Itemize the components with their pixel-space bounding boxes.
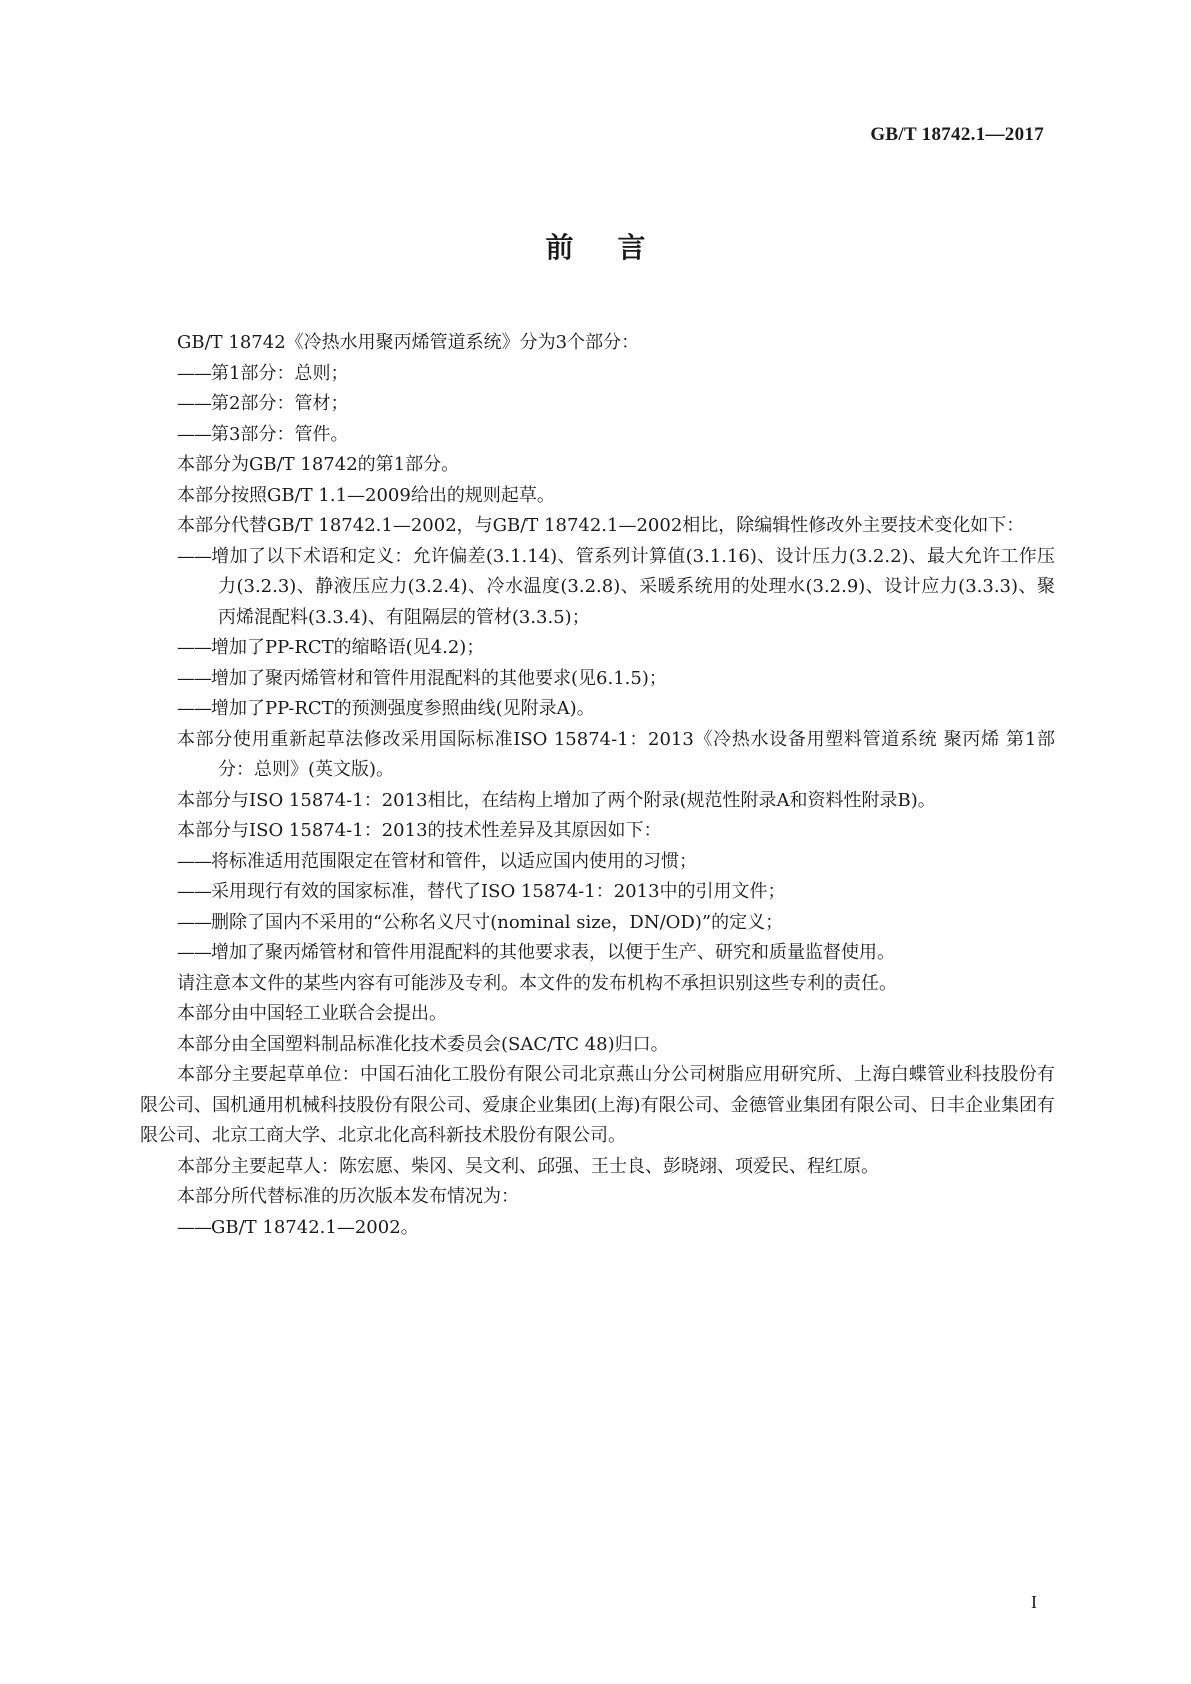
dash-list-item-text: GB/T 18742.1—2002。	[211, 1216, 419, 1238]
dash-list-item-text: 第3部分：管件。	[211, 423, 349, 445]
standard-code: GB/T 18742.1—2017	[870, 124, 1044, 145]
dash-glyph: ——	[177, 667, 211, 689]
dash-list-item-text: 增加了聚丙烯管材和管件用混配料的其他要求表，以便于生产、研究和质量监督使用。	[211, 942, 895, 963]
dash-list-item	[140, 877, 1055, 908]
paragraph: 本部分代替GB/T 18742.1—2002，与GB/T 18742.1—2002相比，除编辑性修改外主要技术变化如下：	[177, 515, 1025, 536]
dash-list-item	[140, 664, 1055, 695]
dash-list-item-text: 增加了PP-RCT的预测强度参照曲线(见附录A)。	[211, 698, 595, 719]
dash-list-item	[140, 1213, 1055, 1244]
dash-list-item	[140, 389, 1055, 420]
paragraph: 本部分与ISO 15874-1：2013相比，在结构上增加了两个附录(规范性附录A和资料性附录B)。	[177, 789, 936, 811]
dash-list-item-text: 删除了国内不采用的“公称名义尺寸(nominal size，DN/OD)”的定义；	[211, 911, 784, 933]
dash-list-item	[140, 908, 1055, 939]
paragraph: GB/T 18742《冷热水用聚丙烯管道系统》分为3个部分：	[177, 332, 640, 353]
paragraph: 本部分主要起草单位：中国石油化工股份有限公司北京燕山分公司树脂应用研究所、上海白蝶管业科技股份有限公司、国机通用机械科技股份有限公司、爱康企业集团(上海)有限公司、金德管业集团有限公司、日丰企业集团有限公司、北京工商大学、北京北化高科新技术股份有限公司。	[140, 1064, 1055, 1146]
dash-glyph: ——	[177, 545, 211, 567]
paragraph: 本部分所代替标准的历次版本发布情况为：	[177, 1186, 519, 1207]
dash-list-item-text: 增加了聚丙烯管材和管件用混配料的其他要求(见6.1.5)；	[211, 667, 667, 689]
dash-list-item-text: 第1部分：总则；	[211, 362, 349, 384]
dash-glyph: ——	[177, 423, 211, 445]
paragraph-hanging: 本部分使用重新起草法修改采用国际标准ISO 15874-1：2013《冷热水设备用塑料管道系统 聚丙烯 第1部分：总则》(英文版)。	[177, 728, 1055, 780]
dash-list-item	[140, 542, 1055, 634]
dash-glyph: ——	[177, 362, 211, 384]
paragraph: 请注意本文件的某些内容有可能涉及专利。本文件的发布机构不承担识别这些专利的责任。	[177, 972, 897, 994]
paragraph: 本部分与ISO 15874-1：2013的技术性差异及其原因如下：	[177, 820, 662, 841]
paragraph: 本部分按照GB/T 1.1—2009给出的规则起草。	[177, 484, 555, 506]
dash-list-item	[140, 420, 1055, 451]
dash-list-item	[140, 847, 1055, 878]
dash-list-item-text: 第2部分：管材；	[211, 393, 349, 414]
dash-list-item	[140, 694, 1055, 725]
paragraph: 本部分为GB/T 18742的第1部分。	[177, 454, 460, 475]
dash-list-item-text: 采用现行有效的国家标准，替代了ISO 15874-1：2013中的引用文件；	[211, 881, 786, 902]
dash-glyph: ——	[177, 698, 211, 719]
dash-glyph: ——	[177, 942, 211, 963]
dash-list-item	[140, 633, 1055, 664]
page-title: 前言	[545, 231, 690, 264]
dash-glyph: ——	[177, 850, 211, 872]
page-number: I	[1031, 1592, 1037, 1612]
dash-glyph: ——	[177, 637, 211, 658]
dash-glyph: ——	[177, 393, 211, 414]
paragraph: 本部分由中国轻工业联合会提出。	[177, 1003, 447, 1024]
dash-glyph: ——	[177, 911, 211, 933]
paragraph: 本部分由全国塑料制品标准化技术委员会(SAC/TC 48)归口。	[177, 1033, 669, 1055]
dash-list-item-text: 增加了PP-RCT的缩略语(见4.2)；	[211, 637, 485, 658]
dash-glyph: ——	[177, 881, 211, 902]
dash-list-item-text: 增加了以下术语和定义：允许偏差(3.1.14)、管系列计算值(3.1.16)、设计压力(3.2.2)、最大允许工作压力(3.2.3)、静液压应力(3.2.4)、冷水温度(3.2.8)、采暖系统用的处理水(3.2.9)、设计应力(3.3.3)、聚丙烯混配料(3.3.4)、有阻隔层的管材(3.3.5)；	[211, 545, 1055, 628]
paragraph: 本部分主要起草人：陈宏愿、柴冈、吴文利、邱强、王士良、彭晓翊、项爱民、程红原。	[177, 1155, 879, 1177]
dash-glyph: ——	[177, 1216, 211, 1238]
dash-list-item-text: 将标准适用范围限定在管材和管件，以适应国内使用的习惯；	[211, 850, 697, 872]
dash-list-item	[140, 359, 1055, 390]
dash-list-item	[140, 938, 1055, 969]
preface-body	[140, 328, 1055, 1243]
